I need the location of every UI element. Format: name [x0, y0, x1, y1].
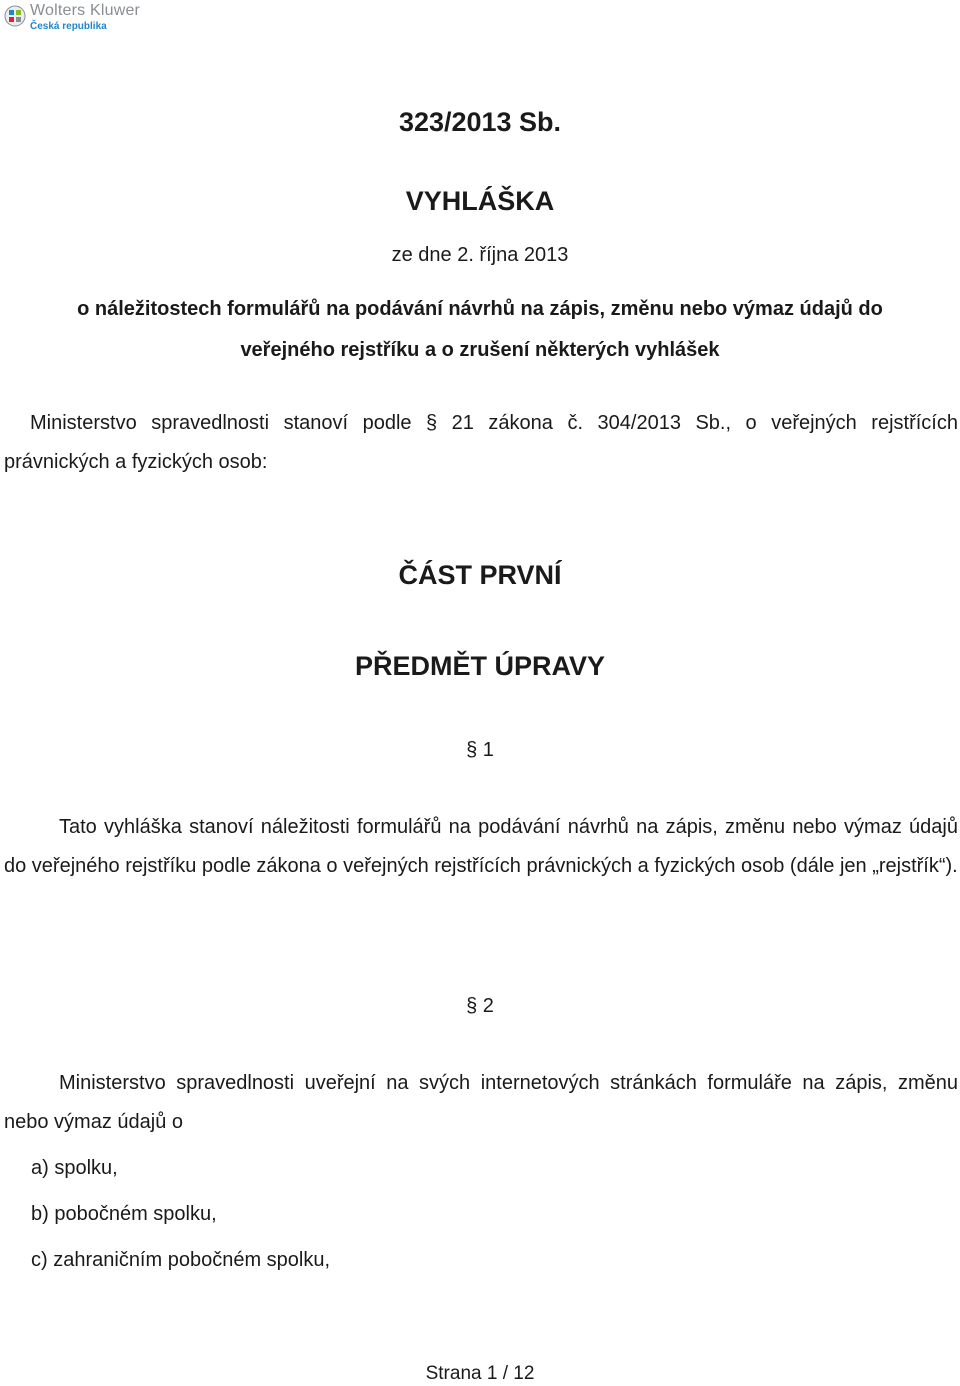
document-title-line-2: veřejného rejstříku a o zrušení některých vyhlášek [240, 339, 720, 361]
list-item: b) pobočném spolku, [31, 1203, 217, 1225]
document-type: VYHLÁŠKA [405, 186, 555, 216]
list-item: c) zahraničním pobočném spolku, [31, 1249, 331, 1271]
part-title: PŘEDMĚT ÚPRAVY [354, 651, 606, 681]
section-2-list [31, 1145, 330, 1283]
logo-name: Wolters Kluwer [30, 2, 141, 19]
document-date: ze dne 2. října 2013 [391, 244, 569, 266]
list-item: a) spolku, [31, 1157, 118, 1179]
intro-paragraph: Ministerstvo spravedlnosti stanoví podle § 21 zákona č. 304/2013 Sb., o veřejných rejstřících právnických a fyzických osob: [4, 412, 958, 473]
document-title-line-1: o náležitostech formulářů na podávání návrhů na zápis, změnu nebo výmaz údajů do [77, 298, 883, 320]
wolters-kluwer-logo-icon [4, 5, 26, 27]
part-heading: ČÁST PRVNÍ [398, 560, 562, 590]
page-number: Strana 1 / 12 [425, 1363, 535, 1384]
section-2-label: § 2 [466, 995, 494, 1017]
section-1-text: Tato vyhláška stanoví náležitosti formulářů na podávání návrhů na zápis, změnu nebo výmaz údajů do veřejného rejstříku podle zákona o veřejných rejstřících právnických a fyzických osob (dále jen „rejstřík“). [4, 816, 958, 877]
logo-subtitle: Česká republika [30, 21, 107, 32]
publisher-logo [4, 3, 140, 32]
document-number: 323/2013 Sb. [398, 107, 562, 137]
document-title [0, 289, 960, 371]
section-2-text: Ministerstvo spravedlnosti uveřejní na svých internetových stránkách formuláře na zápis, změnu nebo výmaz údajů o [4, 1072, 958, 1133]
section-1-label: § 1 [466, 739, 494, 761]
